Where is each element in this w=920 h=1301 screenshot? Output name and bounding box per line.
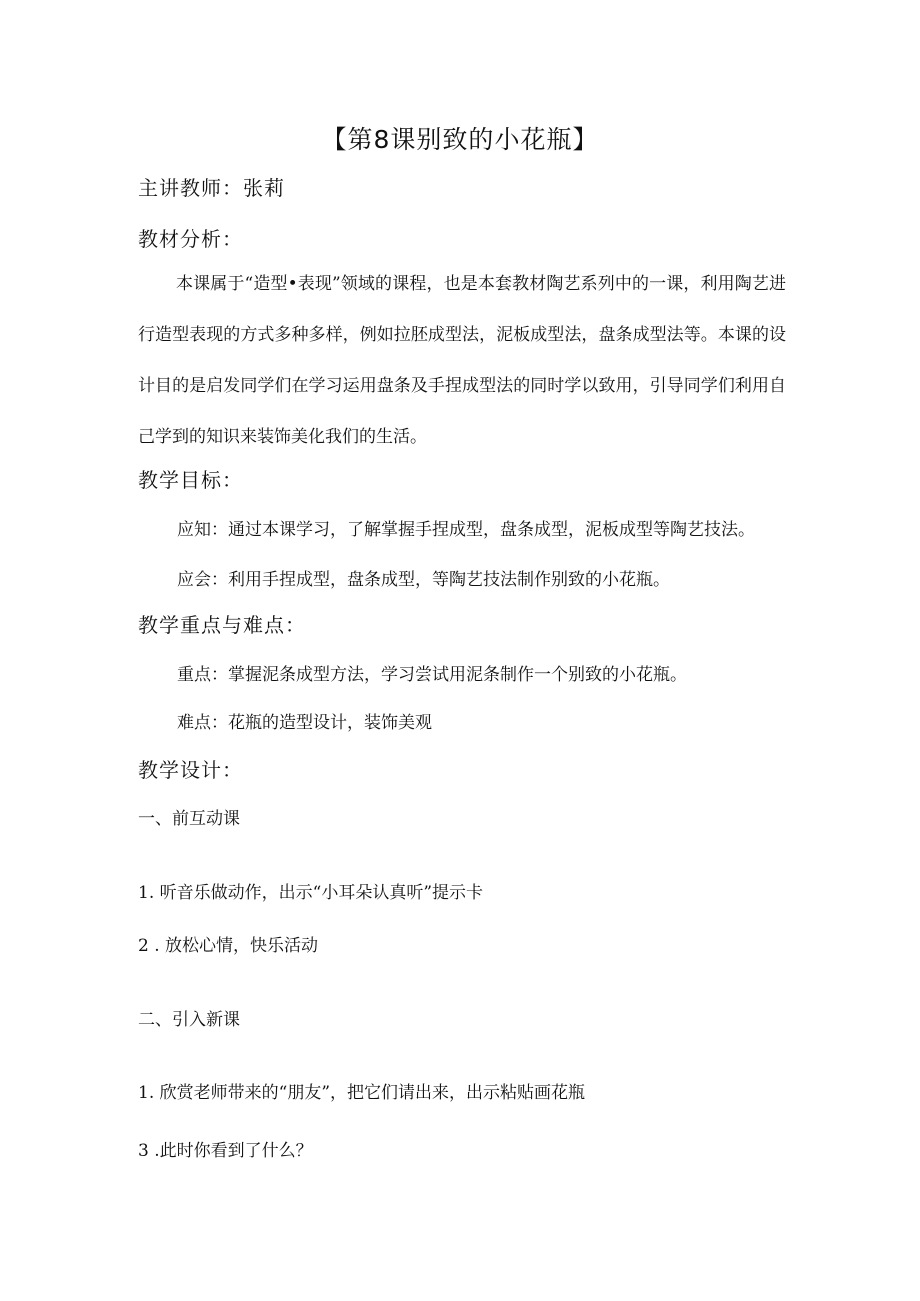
list-item: 1. 听音乐做动作，出示“小耳朵认真听”提示卡 xyxy=(138,883,484,903)
design-heading: 教学设计： xyxy=(138,758,243,782)
teacher-line: 主讲教师：张莉 xyxy=(138,176,285,200)
list-item: 1. 欣赏老师带来的“朋友”，把它们请出来，出示粘贴画花瓶 xyxy=(138,1083,586,1103)
difficult-point: 难点：花瓶的造型设计，装饰美观 xyxy=(177,713,432,733)
list-item: 2 . 放松心情，快乐活动 xyxy=(138,936,319,956)
goals-heading: 教学目标： xyxy=(138,468,243,492)
section-title: 一、前互动课 xyxy=(138,809,240,829)
key-difficult-heading: 教学重点与难点： xyxy=(138,613,306,637)
section-title: 二、引入新课 xyxy=(138,1010,240,1030)
goal-can: 应会：利用手捏成型，盘条成型，等陶艺技法制作别致的小花瓶。 xyxy=(177,570,670,590)
analysis-heading: 教材分析： xyxy=(138,227,243,251)
list-item: 3 .此时你看到了什么？ xyxy=(138,1141,313,1161)
goal-know: 应知：通过本课学习，了解掌握手捏成型，盘条成型，泥板成型等陶艺技法。 xyxy=(177,520,755,540)
key-point: 重点：掌握泥条成型方法，学习尝试用泥条制作一个别致的小花瓶。 xyxy=(177,665,687,685)
analysis-paragraph: 本课属于“造型•表现”领域的课程，也是本套教材陶艺系列中的一课，利用陶艺进行造型表现的方式多种多样，例如拉胚成型法，泥板成型法，盘条成型法等。本课的设计目的是启发同学们在学习运用盘条及手捏成型法的同时学以致用，引导同学们利用自己学到的知识来装饰美化我们的生活。 xyxy=(138,274,786,447)
lesson-title: 【第8课别致的小花瓶】 xyxy=(321,125,599,154)
